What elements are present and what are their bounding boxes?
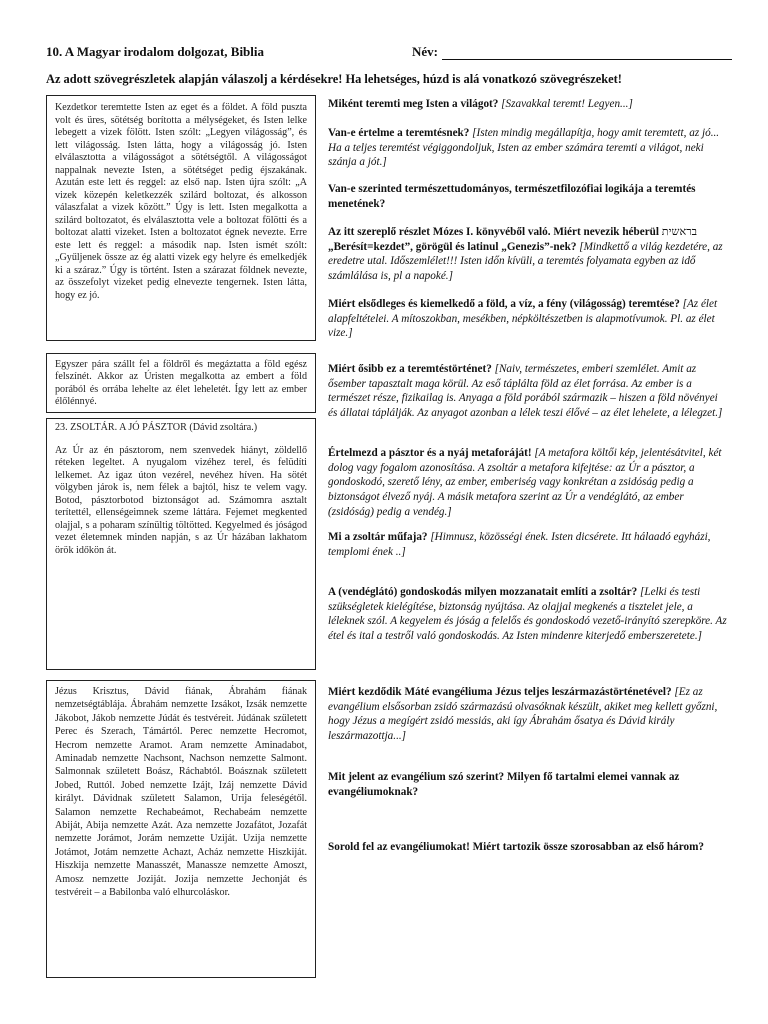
question-block <box>328 530 728 559</box>
genealogy-text: Jézus Krisztus, Dávid fiának, Ábrahám fiának nemzetségtáblája. Ábrahám nemzette Izsákot, Izsák nemzette Jákobot, Jákob nemzette Júdát és testvéreit. Júdának született Perec és Szerach, Támártól. Perec nemzette Hecromot, Hecrom nemzette Aramot. Aram nemzette Aminadabot, Aminadab nemzette Nachsont, Nachson nemzette Salmont. Salmonnak született Boász, Ráchabtól. Boásznak született Jobed, Ruttól. Jobed nemzette Izájt, Izáj nemzette Dávid királyt. Dávidnak született Salamon, Urija feleségétől. Salamon nemzette Rechabeámot, Rechabeám nemzette Abiját, Abija nemzette Azát. Aza nemzette Jozafátot, Jozafát nemzette Jorámot, Jorám nemzette Uziját. Uzija nemzette Jotámot, Jotám nemzette Achazt, Acház nemzette Hiszkiját. Hiszkija nemzette Manasszét, Manassze nemzette Amoszt, Amosz nemzette Joziját. Jozija nemzette Jechonját és testvéreit – a Babilonba való elhurcoláskor. <box>55 686 307 899</box>
psalm-text-box <box>46 418 316 670</box>
question: Az itt szereplő részlet Mózes I. könyvéből való. Miért nevezik héberül <box>328 226 659 238</box>
question: Van-e értelme a teremtésnek? <box>328 127 470 139</box>
question-block <box>328 297 728 341</box>
page-title: 10. A Magyar irodalom dolgozat, Biblia <box>46 44 265 59</box>
genealogy-text-box <box>46 680 316 978</box>
question-block <box>328 446 728 520</box>
question-block <box>328 685 728 744</box>
question-block <box>328 97 728 112</box>
question-block <box>328 225 728 284</box>
answer: [Naiv, természetes, emberi szemlélet. Amit az ősember tapasztalt maga körül. Az eső táplálta föld az élet forrása. Az ember is a természet része, fizikailag is. Anyaga a föld porából származik – hiszen a föld növényei és állatai táplálják. Az anyagot azonban a lélek teszi élővé – az élet lehelete, a lélegzet.] <box>328 363 723 420</box>
question: A (vendéglátó) gondoskodás milyen mozzanatait említi a zsoltár? <box>328 586 638 598</box>
name-line[interactable] <box>442 47 732 60</box>
question: Értelmezd a pásztor és a nyáj metaforáját! <box>328 447 532 459</box>
question-block <box>328 182 728 211</box>
answer: [Isten mindig megállapítja, hogy amit teremtett, az jó... Ha a teljes teremtést végiggondoljuk, Isten az ember számára teremti a világot, neki szánja a jót.] <box>328 127 720 169</box>
psalm-text: Az Úr az én pásztorom, nem szenvedek hiányt, zöldellő réteken legeltet. A nyugalom vizéhez terel, és felüdíti lelkemet. Az igaz úton vezérel, nevéhez híven. Ha sötét völgyben járok is, nem félek a bajtól, hisz te velem vagy. Botod, pásztorbotod biztonságot ad. Számomra asztalt terítettél, ellenségeimnek szeme láttára. Fejemet megkented olajjal, s a poharam színültig töltötted. Kegyelmed és jóságod vezet életemnek minden napján, s az Úr házában lakhatom örök időkön át. <box>55 444 307 556</box>
question: Van-e szerinted természettudományos, természetfilozófiai logikája a teremtés menetének? <box>328 183 696 210</box>
question-block <box>328 362 728 421</box>
question: Miért ősibb ez a teremtéstörténet? <box>328 363 492 375</box>
instruction: Az adott szövegrészletek alapján válaszolj a kérdésekre! Ha lehetséges, húzd is alá vonatkozó szövegrészeket! <box>46 72 622 86</box>
question: Mi a zsoltár műfaja? <box>328 531 428 543</box>
question-continued: „Berésít=kezdet”, görögül és latinul „Genezis”-nek? <box>328 240 577 253</box>
answer: [A metafora költői kép, jelentésátvitel, két dolog vagy fogalom azonosítása. A zsoltár a metafora kifejtése: az Úr a pásztor, a gondoskodó, szerető lény, az ember, emberiség vagy konkrétan a zsidóság pedig a biztonságot élvező nyáj. A másik metafora szerint az Úr a vendéglátó, az ember (zsidóság) pedig a vendég.] <box>328 447 722 518</box>
answer: [Lelki és testi szükségletek kielégítése, biztonság nyújtása. Az olajjal megkenés a tisztelet jele, a léleknek szól. A kegyelem és jóság a felelős és gondoskodó vezető-irányító szerepköre. Az étel és ital a testről való gondoskodás. Az Isten mindenre kiterjedő emberszeretete.] <box>328 586 727 643</box>
question: Miért kezdődik Máté evangéliuma Jézus teljes leszármazástörténetével? <box>328 686 672 698</box>
question: Mit jelent az evangélium szó szerint? Milyen fő tartalmi elemei vannak az evangéliumoknak? <box>328 771 680 798</box>
genesis-text-box <box>46 95 316 341</box>
question-block <box>328 840 728 855</box>
creation-man-text: Egyszer pára szállt fel a földről és megáztatta a föld egész felszínét. Akkor az Úristen megalkotta az embert a föld porából és orrába lehelte az élet leheletét. Így lett az ember élőlénnyé. <box>55 359 307 407</box>
genesis-text: Kezdetkor teremtette Isten az eget és a földet. A föld puszta volt és üres, sötétség borította a mélységeket, és Isten lelke lebegett a vizek fölött. Isten szólt: „Legyen világosság”, és lett világosság. Isten látta, hogy a világosság jó. Isten elválasztotta a világosságot a sötétségtől. A világosságot nappalnak nevezte Isten, a sötétséget pedig éjszakának. Azután este lett és reggel: az első nap. Isten újra szólt: „A vizek közepén keletkezzék szilárd boltozat, és alkosson válaszfalat a vizek között.” Úgy is lett. Isten megalkotta a szilárd boltozatot, és elválasztotta vele a boltozat fölötti és a boltozat alatti vizeket. Isten a boltozatot égnek nevezte. Erre este lett és reggel: a második nap. Isten ismét szólt: „Gyűljenek össze az ég alatti vizek egy helyre és emelkedjék ki a száraz.” Úgy is történt. Isten a szárazat földnek nevezte, az összefolyt vizeket pedig elnevezte tengernek. Isten látta, hogy ez jó. <box>55 102 307 301</box>
answer: [Himnusz, közösségi ének. Isten dicsérete. Itt hálaadó egyházi, templomi ének ..] <box>328 531 711 558</box>
creation-man-text-box <box>46 353 316 413</box>
name-label: Név: <box>412 44 438 59</box>
answer: [Szavakkal teremt! Legyen...] <box>498 98 633 110</box>
psalm-title: 23. ZSOLTÁR. A JÓ PÁSZTOR (Dávid zsoltára.) <box>55 422 258 433</box>
answer: [Mindkettő a világ kezdetére, az eredetre utal. Időszemlélet!!! Isten időn kívüli, a teremtés folyamata egyben az idő számlálása is, pl a napoké.] <box>328 240 723 283</box>
question: Miként teremti meg Isten a világot? <box>328 98 499 110</box>
question-block <box>328 126 728 170</box>
question-block <box>328 770 728 799</box>
answer: [Ez az evangélium elsősorban zsidó származású olvasóknak készült, akiket meg kellett győzni, hogy Jézus a megígért zsidó messiás, aki így Ábrahám ősatya és Dávid király leszármazottja...] <box>328 686 718 743</box>
question: Miért elsődleges és kiemelkedő a föld, a víz, a fény (világosság) teremtése? <box>328 298 680 310</box>
question: Sorold fel az evangéliumokat! Miért tartozik össze szorosabban az első három? <box>328 841 704 853</box>
question-block <box>328 585 728 644</box>
hebrew-word: בראשית <box>659 226 698 238</box>
name-field[interactable] <box>412 44 732 60</box>
answer: [Az élet alapfeltételei. A mítoszokban, mesékben, népköltészetben is alapmotívumok. Pl. az élet vize.] <box>328 298 718 340</box>
